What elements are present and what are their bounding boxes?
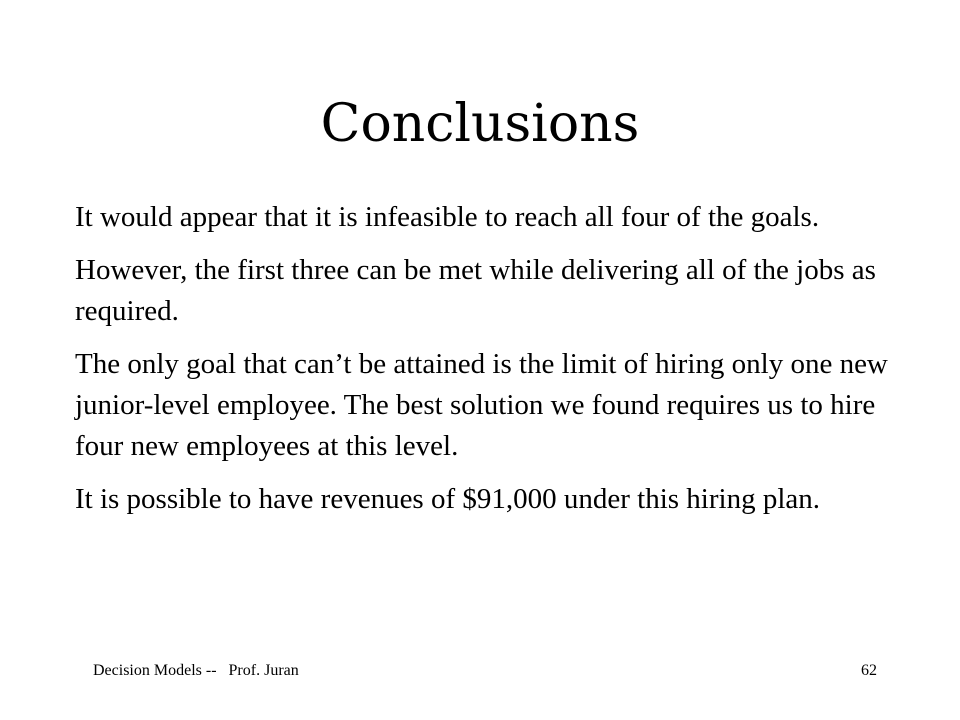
paragraph-first-three-goals: However, the first three can be met while delivering all of the jobs as required. — [75, 254, 876, 327]
slide-body — [75, 197, 915, 532]
paragraph-hiring-limit: The only goal that can’t be attained is the limit of hiring only one new junior-level employee. The best solution we found requires us to hire four new employees at this level. — [75, 348, 888, 462]
footer-course-label: Decision Models -- Prof. Juran — [93, 662, 299, 679]
paragraph-infeasible: It would appear that it is infeasible to reach all four of the goals. — [75, 201, 820, 233]
footer-page-number: 62 — [861, 662, 877, 679]
paragraph-revenues: It is possible to have revenues of $91,000 under this hiring plan. — [75, 483, 821, 515]
slide-title: Conclusions — [320, 94, 640, 154]
